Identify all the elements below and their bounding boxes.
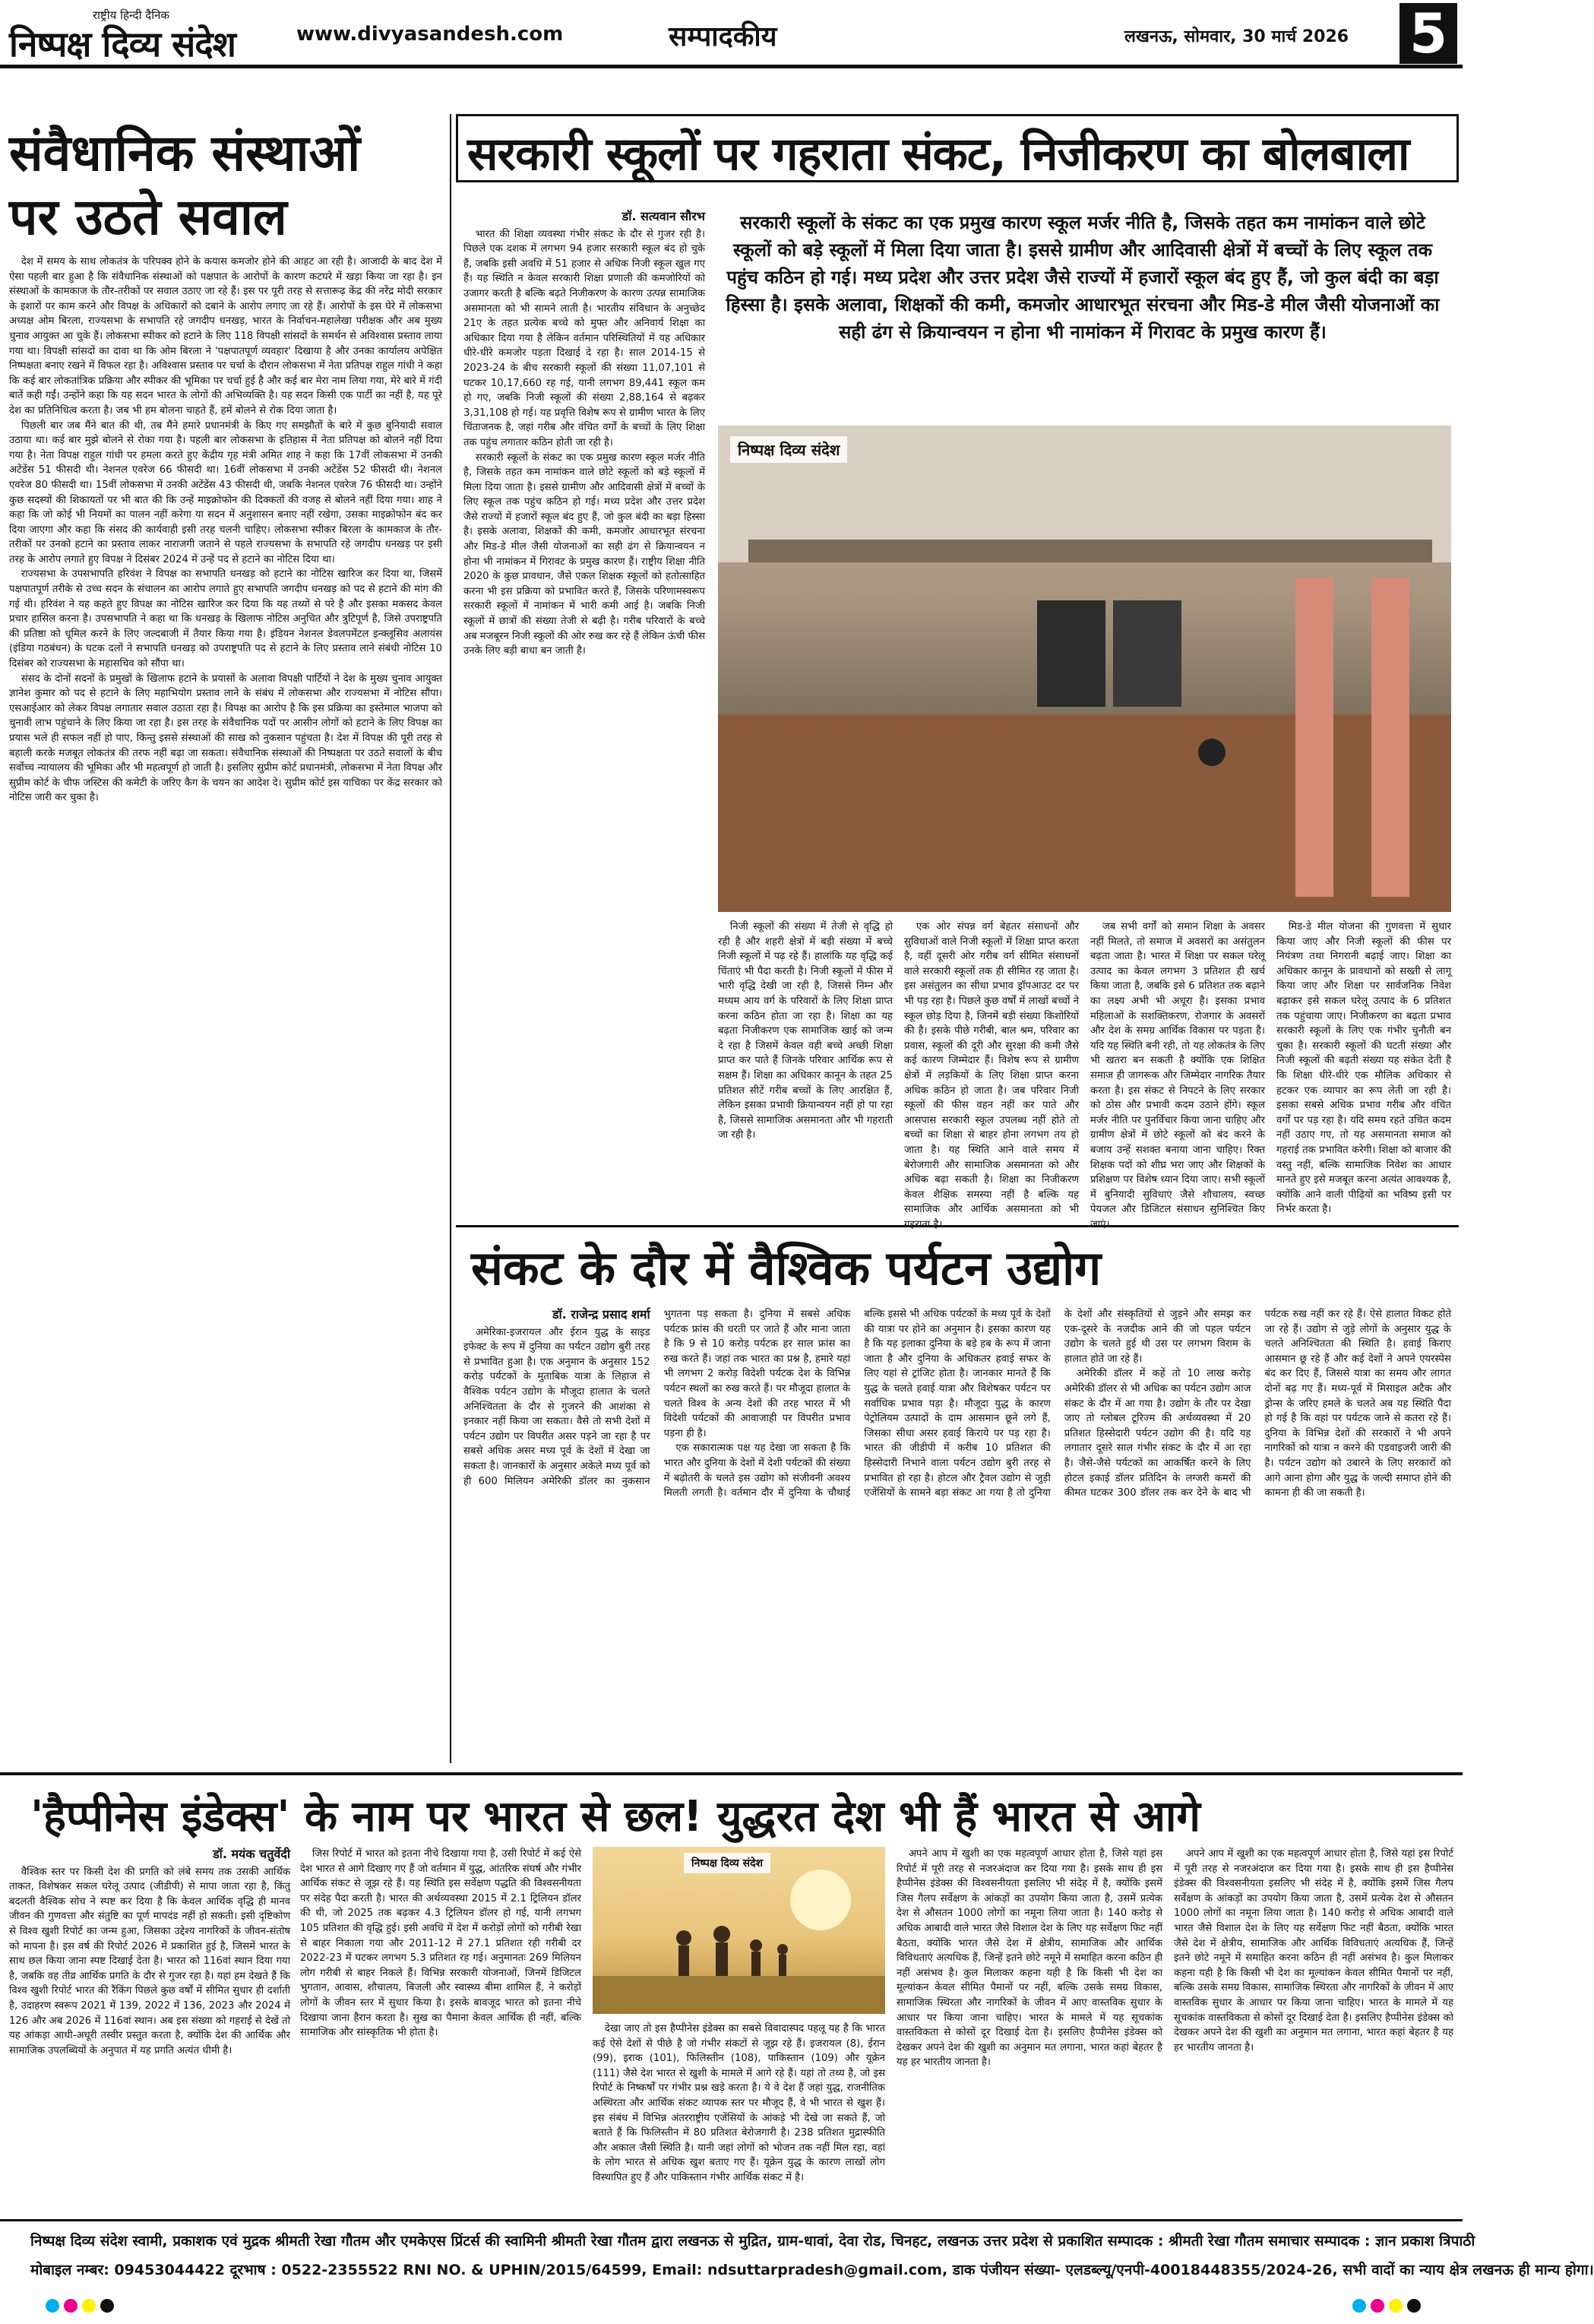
paragraph: राज्यसभा के उपसभापति हरिवंश ने विपक्ष का सभापति धनखड़ को हटाने का नोटिस खारिज कर दिया था, जिसमें पक्षपातपूर्ण तरीके से उच्च सदन के संचालन का आरोप लगाते हुए सभापति जगदीप धनखड़ को पद से हटाने की मांग की गई थी। हरिवंश ने यह कहते हुए विपक्ष का नोटिस खारिज कर दिया कि यह तथ्यों से परे है और इसका मकसद केवल प्रचार हासिल करना है। उपसभापति ने कहा था कि धनखड़ के खिलाफ नोटिस अनुचित और त्रुटिपूर्ण है, जिसे उपराष्ट्रपति की प्रतिष्ठा को धूमिल करने के लिए जल्दबाजी में तैयार किया गया है। इंडियन नेशनल डेवलपमेंटल इन्क्लूसिव अलायंस (इंडिया गठबंधन) के घटक दलों ने सभापति धनखड़ को उपराष्ट्रपति पद से हटाने के लिए प्रस्ताव लाने संबंधी नोटिस 10 दिसंबर को राज्यसभा के महासचिव को सौंपा था। [9, 568, 442, 670]
paragraph: अमेरिका-इजरायल और ईरान युद्ध के साइड इफेक्ट के रूप में दुनिया का पर्यटन उद्योग बुरी तरह से प्रभावित हुआ है। एक अनुमान के अनुसार 152 करोड़ पर्यटकों के मुताबिक यात्रा के लिहाज से वैश्विक पर्यटन उद्योग के मौजूदा हालात के चलते अनिश्चितता के दौर से गुजरने की आशंका से इनकार नहीं किया जा सकता। वैसे तो सभी देशों में पर्यटन उद्योग पर विपरीत असर पड़ने जा रहा है पर सबसे अधिक असर मध्य पूर्व के देशों में देखा जा सकता है। जानकारों के अनुसार अकेले मध्य पूर्व को ही 600 मिलियन अमेरिकी डॉलर का नुकसान भुगतना पड़ सकता है। दुनिया में सबसे अधिक पर्यटक फ्रांस की धरती पर जाते हैं और माना जाता है कि 9 से 10 करोड़ पर्यटक हर साल फ्रांस का रुख करते हैं। जहां तक भारत का प्रश्न है, हमारे यहां भी लगभग 2 करोड़ विदेशी पर्यटक देश के विभिन्न पर्यटन स्थलों का रुख करते हैं। पर मौजूदा हालात के चलते विश्व के अन्य देशों की तरह भारत में भी विदेशी पर्यटकों की आवाजाही पर विपरीत प्रभाव पड़ना ही है। [463, 1309, 851, 1487]
article1-pullquote: सरकारी स्कूलों के संकट का एक प्रमुख कारण स्कूल मर्जर नीति है, जिसके तहत कम नामांकन वाले छोटे स्कूलों को बड़े स्कूलों में मिला दिया जाता है। इससे ग्रामीण और आदिवासी क्षेत्रों में बच्चों के लिए स्कूल तक पहुंच कठिन हो गई। मध्य प्रदेश और उत्तर प्रदेश जैसे राज्यों में हजारों स्कूल बंद हुए हैं, जो कुल बंदी का बड़ा हिस्सा है। इसके अलावा, शिक्षकों की कमी, कमजोर आधारभूत संरचना और मिड-डे मील जैसी योजनाओं का सही ढंग से क्रियान्वयन न होना भी नामांकन में गिरावट के प्रमुख कारण हैं। [726, 212, 1440, 343]
school-photo [718, 426, 1451, 912]
website-link[interactable]: www.divyasandesh.com [296, 23, 564, 46]
family-photo [593, 1847, 885, 2014]
paragraph: निजी स्कूलों की संख्या में तेजी से वृद्धि हो रही है और शहरी क्षेत्रों में बड़ी संख्या में बच्चे निजी स्कूलों में पढ़ रहे हैं। हालांकि यह वृद्धि कई चिंताएं भी पैदा करती है। निजी स्कूलों में फीस में भारी वृद्धि देखी जा रही है, जिससे निम्न और मध्यम आय वर्ग के परिवारों के लिए शिक्षा प्राप्त करना कठिन होता जा रहा है। शिक्षा का यह बढ़ता निजीकरण एक सामाजिक खाई को जन्म दे रहा है जिसमें केवल वही बच्चे अच्छी शिक्षा प्राप्त कर पाते हैं जिनके परिवार आर्थिक रूप से सक्षम हैं। शिक्षा का अधिकार कानून के तहत 25 प्रतिशत सीटें गरीब बच्चों के लिए आरक्षित हैं, लेकिन इसका प्रभावी क्रियान्वयन नहीं हो पा रहा है, जिससे सामाजिक असमानता और भी गहराती जा रही है। [718, 921, 893, 1141]
article2-byline: डॉ. राजेन्द्र प्रसाद शर्मा [552, 1307, 650, 1322]
article2-body [463, 1307, 1451, 1763]
article1-title: सरकारी स्कूलों पर गहराता संकट, निजीकरण का बोलबाला [467, 128, 1409, 181]
registration-marks-right [1352, 2299, 1421, 2313]
photo-watermark-logo: निष्पक्ष दिव्य संदेश [684, 1853, 770, 1873]
dateline: लखनऊ, सोमवार, 30 मार्च 2026 [1124, 27, 1349, 46]
masthead [9, 8, 275, 65]
paragraph: अपने आप में खुशी का एक महत्वपूर्ण आधार होता है, जिसे यहां इस रिपोर्ट में पूरी तरह से नजरअंदाज कर दिया गया है। इसके साथ ही इस हैप्पीनेस इंडेक्स की विश्वसनीयता इसलिए भी संदेह में है, क्योंकि इसमें जिस गैलप सर्वेक्षण के आंकड़ों का उपयोग किया जाता है, उसमें प्रत्येक देश से औसतन 1000 लोगों का नमूना लिया जाता है। 140 करोड़ से अधिक आबादी वाले भारत जैसे विशाल देश के लिए यह सर्वेक्षण फिट नहीं बैठता, क्योंकि भारत जैसे देश में क्षेत्रीय, सामाजिक और आर्थिक विविधताएं अत्यधिक हैं, जिन्हें इतने छोटे नमूने में समाहित करना कठिन ही नहीं असंभव है। कुल मिलाकर कहना यही है कि किसी भी देश का मूल्यांकन केवल सीमित पैमानों पर नहीं, बल्कि उसके समग्र विकास, सामाजिक स्थिरता और नागरिकों के जीवन में आए वास्तविक सुधार के आधार पर किया जाना चाहिए। भारत के मामले में यह सूचकांक वास्तविकता से कोसों दूर दिखाई देता है। इसलिए हैप्पीनेस इंडेक्स को देखकर अपने देश की खुशी का अनुमान मत लगाना, भारत कहां बेहतर है यह हर भारतीय जानता है। [1174, 1848, 1453, 2053]
photo-watermark-logo: निष्पक्ष दिव्य संदेश [730, 436, 847, 463]
paragraph: संसद के दोनों सदनों के प्रमुखों के खिलाफ हटाने के प्रयासों के अलावा विपक्षी पार्टियों ने देश के मुख्य चुनाव आयुक्त ज्ञानेश कुमार को पद से हटाने के लिए महाभियोग प्रस्ताव लाने के संबंध में लोकसभा और राज्यसभा में नोटिस सौंपा। एसआईआर को लेकर विपक्ष लगातार सवाल उठाता रहा है। विपक्ष का आरोप है कि इस प्रक्रिया का इस्तेमाल भाजपा को चुनावी लाभ पहुंचाने के लिए किया जा रहा है। इस तरह के संवैधानिक पदों पर आसीन लोगों को हटाने के लिए विपक्ष का प्रयास भले ही सफल नहीं हो पाए, किन्तु इससे संस्थाओं की साख को नुकसान पहुंचता है। देश में विपक्ष की पूरी तरह से बहाली करके मजबूत लोकतंत्र की तरफ नहीं बढ़ा जा सकता। संवैधानिक संस्थाओं की निष्पक्षता पर उठते सवालों के बीच सर्वोच्च न्यायालय की भूमिका और भी महत्वपूर्ण हो जाती है। इसलिए सुप्रीम कोर्ट प्रधानमंत्री, लोकसभा में नेता विपक्ष और सुप्रीम कोर्ट के चीफ जस्टिस की कमेटी के जरिए कैग के चयन का आदेश दे। सुप्रीम कोर्ट इस याचिका पर केंद्र सरकार को नोटिस जारी कर चुका है। [9, 673, 442, 804]
imprint-line-1: निष्पक्ष दिव्य संदेश स्वामी, प्रकाशक एवं मुद्रक श्रीमती रेखा गौतम और एमकेएस प्रिंटर्स की स्वामिनी श्रीमती रेखा गौतम द्वारा लखनऊ से मुद्रित, ग्राम-धावां, देवा रोड, चिनहट, लखनऊ उत्तर प्रदेश से प्रकाशित सम्पादक : श्रीमती रेखा गौतम समाचार सम्पादक : ज्ञान प्रकाश त्रिपाठी [30, 2233, 1475, 2250]
masthead-tagline: राष्ट्रीय हिन्दी दैनिक [93, 8, 169, 22]
section-title: सम्पादकीय [669, 21, 777, 52]
article1-headline-box [456, 114, 1459, 182]
paragraph: मिड-डे मील योजना की गुणवत्ता में सुधार किया जाए और निजी स्कूलों की फीस पर नियंत्रण तथा निगरानी बढ़ाई जाए। शिक्षा का अधिकार कानून के प्रावधानों को सख्ती से लागू किया जाए और शिक्षा पर सार्वजनिक निवेश बढ़ाकर इसे सकल घरेलू उत्पाद के 6 प्रतिशत तक पहुंचाया जाए। निजीकरण का बढ़ता प्रभाव सरकारी स्कूलों के लिए एक गंभीर चुनौती बन चुका है। सरकारी स्कूलों की घटती संख्या और निजी स्कूलों की बढ़ती संख्या यह संकेत देती है कि शिक्षा धीरे-धीरे एक मौलिक अधिकार से हटकर एक व्यापार का रूप लेती जा रही है। इसका सबसे अधिक प्रभाव गरीब और वंचित वर्गों पर पड़ रहा है। यदि समय रहते उचित कदम नहीं उठाए गए, तो यह असमानता समाज को गहराई तक प्रभावित करेगी। शिक्षा को बाजार की वस्तु नहीं, बल्कि सामाजिक निवेश का आधार मानते हुए इसे मजबूत करना अत्यंत आवश्यक है, क्योंकि आने वाली पीढ़ियों का भविष्य इसी पर निर्भर करता है। [1276, 921, 1451, 1216]
school-photo-illustration [718, 426, 1451, 912]
section-rule [0, 1772, 1463, 1775]
editorial-title: संवैधानिक संस्थाओं पर उठते सवाल [9, 124, 361, 246]
article3-col5 [1174, 1847, 1453, 2212]
editorial-body [9, 255, 442, 1767]
paragraph: भारत की शिक्षा व्यवस्था गंभीर संकट के दौर से गुजर रही है। पिछले एक दशक में लगभग 94 हजार सरकारी स्कूल बंद हो चुके हैं, जबकि इसी अवधि में 51 हजार से अधिक निजी स्कूल खुल गए हैं। यह स्थिति न केवल सरकारी शिक्षा प्रणाली की कमजोरियों को उजागर करती है बल्कि बढ़ते निजीकरण के कारण उत्पन्न सामाजिक असमानता को भी सामने लाती है। भारतीय संविधान के अनुच्छेद 21ए के तहत प्रत्येक बच्चे को मुफ्त और अनिवार्य शिक्षा का अधिकार दिया गया है लेकिन वर्तमान परिस्थितियों में यह अधिकार धीरे-धीरे कमजोर पड़ता दिखाई दे रहा है। साल 2014-15 से 2023-24 के बीच सरकारी स्कूलों की संख्या 11,07,101 से घटकर 10,17,660 रह गई, यानी लगभग 89,441 स्कूल कम हो गए, जबकि निजी स्कूलों की संख्या 2,88,164 से बढ़कर 3,31,108 हो गई। यह प्रवृत्ति विशेष रूप से ग्रामीण भारत के लिए चिंताजनक है, जहां गरीब और वंचित वर्गों के बच्चों के लिए शिक्षा तक पहुंच लगातार कठिन होती जा रही है। [463, 228, 705, 448]
column-divider [450, 114, 451, 1763]
newspaper-name: निष्पक्ष दिव्य संदेश [9, 24, 236, 65]
article3-col2 [300, 1847, 581, 2212]
paragraph: देश में समय के साथ लोकतंत्र के परिपक्व होने के कयास कमजोर होने की आहट आ रही है। आजादी के बाद देश में ऐसा पहली बार हुआ है कि संवैधानिक संस्थाओं को पक्षपात के आरोपों के कारण कटघरे में खड़ा किया जा रहा है। इन संस्थाओं के कामकाज के तौर-तरीकों पर सवाल उठाए जा रहे हैं। इस पर पूरी तरह से सत्तारूढ़ केंद्र की नरेंद्र मोदी सरकार के इशारों पर काम करने और विपक्ष के अधिकारों को दबाने के आरोप लगाए जा रहे हैं। आरोपों के इस घेरे में लोकसभा अध्यक्ष ओम बिरला, राज्यसभा के सभापति रहे जगदीप धनखड़, भारत के निर्वाचन-महालेखा परीक्षक और अब मुख्य चुनाव आयुक्त आ चुके हैं। लोकसभा स्पीकर को हटाने के लिए 118 विपक्षी सांसदों के समर्थन से अविश्वास प्रस्ताव लाया गया था। विपक्षी सांसदों का दावा था कि ओम बिरला ने 'पक्षपातपूर्ण व्यवहार' दिखाया है और उनका कार्यालय अपेक्षित निष्पक्षता बनाए रखने में विफल रहा है। अविश्वास प्रस्ताव पर चर्चा के दौरान लोकसभा में नेता प्रतिपक्ष राहुल गांधी ने कहा कि कई बार लोकतांत्रिक प्रक्रिया और स्पीकर की भूमिका पर चर्चा हुई है और कई बार मेरा नाम लिया गया, मेरे बारे में गंदी बातें कही गईं। उन्होंने कहा कि यह सदन भारत के लोगों की अभिव्यक्ति है। यह सदन किसी एक पार्टी का नहीं है, यह पूरे देश का प्रतिनिधित्व करता है। जब भी हम बोलना चाहते हैं, हमें बोलने से रोक दिया जाता है। [9, 256, 442, 416]
masthead-bar [0, 0, 1463, 68]
section-rule [456, 1225, 1459, 1227]
paragraph: वैश्विक स्तर पर किसी देश की प्रगति को लंबे समय तक उसकी आर्थिक ताकत, विशेषकर सकल घरेलू उत्पाद (जीडीपी) से मापा जाता रहा है, किंतु बदलती वैश्विक सोच ने स्पष्ट कर दिया है कि केवल आर्थिक वृद्धि ही मानव जीवन की गुणवत्ता और संतुष्टि का पूर्ण मापदंड नहीं हो सकती। इसी दृष्टिकोण से विश्व खुशी रिपोर्ट का जन्म हुआ, जिसका उद्देश्य नागरिकों के जीवन-संतोष को मापना है। इस वर्ष की रिपोर्ट 2026 में प्रकाशित हुई है, जिसमें भारत के साथ छल किया जाना स्पष्ट दिखाई देता है। भारत को 116वां स्थान दिया गया है, जबकि वह तीव्र आर्थिक प्रगति के दौर से गुजर रहा है। यहां हम देखते हैं कि विश्व खुशी रिपोर्ट भारत की रैंकिंग पिछले कुछ वर्षों में सीमित सुधार ही दर्शाती है, उदाहरण स्वरूप 2021 में 139, 2022 में 136, 2023 और 2024 में 126 और अब 2026 में 116वां स्थान। अब इस संख्या को गहराई से देखें तो यह आंकड़ा आधी-अधूरी तस्वीर प्रस्तुत करता है, क्योंकि देश की आर्थिक और सामाजिक उपलब्धियों के अनुपात में यह प्रगति अत्यंत धीमी है। [9, 1866, 290, 2056]
article1-col5 [1276, 920, 1451, 1216]
article3-title: 'हैप्पीनेस इंडेक्स' के नाम पर भारत से छल! युद्धरत देश भी हैं भारत से आगे [30, 1792, 1200, 1841]
paragraph: अपने आप में खुशी का एक महत्वपूर्ण आधार होता है, जिसे यहां इस रिपोर्ट में पूरी तरह से नजरअंदाज कर दिया गया है। इसके साथ ही इस हैप्पीनेस इंडेक्स की विश्वसनीयता इसलिए भी संदेह में है, क्योंकि इसमें जिस गैलप सर्वेक्षण के आंकड़ों का उपयोग किया जाता है, उसमें प्रत्येक देश से औसतन 1000 लोगों का नमूना लिया जाता है। 140 करोड़ से अधिक आबादी वाले भारत जैसे विशाल देश के लिए यह सर्वेक्षण फिट नहीं बैठता, क्योंकि भारत जैसे देश में क्षेत्रीय, सामाजिक और आर्थिक विविधताएं अत्यधिक हैं, जिन्हें इतने छोटे नमूने में समाहित करना कठिन ही नहीं असंभव है। कुल मिलाकर कहना यही है कि किसी भी देश का मूल्यांकन केवल सीमित पैमानों पर नहीं, बल्कि उसके समग्र विकास, सामाजिक स्थिरता और नागरिकों के जीवन में आए वास्तविक सुधार के आधार पर किया जाना चाहिए। भारत के मामले में यह सूचकांक वास्तविकता से कोसों दूर दिखाई देता है। इसलिए हैप्पीनेस इंडेक्स को देखकर अपने देश की खुशी का अनुमान मत लगाना, भारत कहां बेहतर है यह हर भारतीय जानता है। [897, 1848, 1162, 2069]
article1-col3 [904, 920, 1079, 1216]
article2-title: संकट के दौर में वैश्विक पर्यटन उद्योग [471, 1240, 1102, 1296]
article3-byline: डॉ. मयंक चतुर्वेदी [213, 1847, 290, 1861]
article1-byline: डॉ. सत्यवान सौरभ [621, 209, 705, 223]
paragraph: अमेरिकी डॉलर में कहें तो 10 लाख करोड़ अमेरिकी डॉलर से भी अधिक का पर्यटन उद्योग आज संकट के दौर में आ गया है। उद्योग के तौर पर देखा जाए तो ग्लोबल टूरिज्म की अर्थव्यवस्था में 20 प्रतिशत हिस्सेदारी पर्यटन उद्योग की है। यदि यह लगातार दूसरे साल गंभीर संकट के दौर में आ रहा है। जैसे-जैसे पर्यटकों का आकर्षित करने के लिए होटल इकाई डॉलर प्रतिदिन के लग्जरी कमरों की कीमत घटकर 300 डॉलर तक कर देने के बाद भी पर्यटक रुख नहीं कर रहे हैं। ऐसे हालात विकट होते जा रहे हैं। उद्योग से जुड़े लोगों के अनुसार युद्ध के चलते अनिश्चितता की स्थिति है। हवाई किराए आसमान छू रहे हैं और कई देशों ने अपने एयरस्पेस बंद कर दिए हैं, जिससे यात्रा का समय और लागत दोनों बढ़ गए हैं। मध्य-पूर्व में मिसाइल अटैक और ड्रोन्स के जरिए हमले के चलते अब यह स्थिति पैदा हो गई है कि वहां पर पर्यटक जाने से कतरा रहे हैं। दुनिया के विभिन्न देशों की सरकारों ने भी अपने नागरिकों को यात्रा न करने की एडवाइजरी जारी की है। पर्यटन उद्योग को उबारने के लिए सरकारों को आगे आना होगा और युद्ध के जल्दी समाप्त होने की कामना ही की जा सकती है। [1064, 1309, 1451, 1499]
paragraph: पिछली बार जब मैंने बात की थी, तब मैंने हमारे प्रधानमंत्री के किए गए समझौतों के बारे में कुछ बुनियादी सवाल उठाया था। कई बार मुझे बोलने से रोका गया है। पहली बार लोकसभा के इतिहास में नेता प्रतिपक्ष को बोलने नहीं दिया गया है। नेता विपक्ष राहुल गांधी पर हमला करते हुए केंद्रीय गृह मंत्री अमित शाह ने कहा कि 17वीं लोकसभा में उनकी अटेंडेंस 51 फीसदी थी। नेशनल एवरेज 66 फीसदी था। 16वीं लोकसभा में उनकी अटेंडेंस 52 फीसदी थी। नेशनल एवरेज 80 फीसदी था। 15वीं लोकसभा में उनकी अटेंडेंस 43 फीसदी थी, जबकि नेशनल एवरेज 76 फीसदी था। उन्होंने कुछ सदस्यों की शिकायतों पर भी बात की कि उन्हें माइक्रोफोन की दिक्कतों की वजह से बोलने नहीं दिया गया। शाह ने कहा कि जो कोई भी नियमों का पालन नहीं करेगा या सदन में अनुशासन बनाए नहीं रखेगा, उसका माइक्रोफोन बंद कर दिया जाएगा और कहा कि संसद की कार्यवाही इसी तरह चलनी चाहिए। लोकसभा स्पीकर बिरला के कामकाज के तौर-तरीकों पर उनको हटाने का प्रस्ताव लाकर नाराजगी जताने से पहले राज्यसभा के सभापति रहे जगदीप धनखड़ पर इसी तरह के आरोप लगाते हुए विपक्ष ने दिसंबर 2024 में उन्हें पद से हटाने का नोटिस दिया था। [9, 420, 442, 565]
paragraph: एक सकारात्मक पक्ष यह देखा जा सकता है कि भारत और दुनिया के देशों में देशी पर्यटकों की संख्या में बढ़ोतरी के चलते इस उद्योग को संजीवनी अवश्य मिलती लगती है। वर्तमान दौर में दुनिया के चौथाई बल्कि इससे भी अधिक पर्यटकों के मध्य पूर्व के देशों की यात्रा पर होने का अनुमान है। इसका कारण यह है कि यह इलाका दुनिया के बड़े हब के रूप में जाना जाता है और दुनिया के अधिकतर हवाई सफर के लिए यहां से ट्रांजिट होता है। जानकार मानते हैं कि युद्ध के चलते हवाई यात्रा और विशेषकर पर्यटन पर सर्वाधिक प्रभाव पड़ा है। मौजूदा युद्ध के कारण पेट्रोलियम उत्पादों के दाम आसमान छूने लगे हैं, जिसका सीधा असर हवाई किराये पर पड़ रहा है। भारत की जीडीपी में करीब 10 प्रतिशत की हिस्सेदारी निभाने वाला पर्यटन उद्योग बुरी तरह से प्रभावित हो रहा है। होटल और ट्रैवल उद्योग से जुड़ी एजेंसियों के सामने बड़ा संकट आ गया है तो दुनिया के देशों और संस्कृतियों से जुड़ने और समझ कर एक-दूसरे के नजदीक आने की जो पहल पर्यटन उद्योग के चलते हुई थी उस पर लगभग विराम के हालात होते जा रहे हैं। [663, 1309, 1251, 1499]
article1-col1 [463, 209, 705, 1197]
article3-col4 [897, 1847, 1162, 2212]
article3-col3 [593, 2022, 885, 2212]
imprint-line-2: मोबाइल नम्बर: 09453044422 दूरभाष : 0522-2355522 RNI NO. & UPHIN/2015/64599, Email: ndsuttarpradesh@gmail.com, डाक पंजीयन संख्या- एलडब्ल्यू/एनपी-40018448355/2024-26, सभी वादों का न्याय क्षेत्र लखनऊ ही मान्य होगा। [30, 2262, 1594, 2278]
paragraph: जब सभी वर्गों को समान शिक्षा के अवसर नहीं मिलते, तो समाज में अवसरों का असंतुलन बढ़ता जाता है। भारत में शिक्षा पर सकल घरेलू उत्पाद का केवल लगभग 3 प्रतिशत ही खर्च किया जाता है, जबकि इसे 6 प्रतिशत तक बढ़ाने का लक्ष्य अभी भी अधूरा है। इसका प्रभाव महिलाओं के सशक्तिकरण, रोजगार के अवसरों और देश के समग्र आर्थिक विकास पर पड़ता है। यदि यह स्थिति बनी रही, तो यह लोकतंत्र के लिए भी खतरा बन सकती है क्योंकि एक शिक्षित समाज ही जागरूक और जिम्मेदार नागरिक तैयार करता है। इस संकट से निपटने के लिए सरकार को ठोस और प्रभावी कदम उठाने होंगे। स्कूल मर्जर नीति पर पुनर्विचार किया जाना चाहिए और ग्रामीण क्षेत्रों में छोटे स्कूलों को बंद करने के बजाय उन्हें सशक्त बनाया जाना चाहिए। रिक्त शिक्षक पदों को शीघ्र भरा जाए और शिक्षकों के प्रशिक्षण पर विशेष ध्यान दिया जाए। सभी स्कूलों में बुनियादी सुविधाएं जैसे शौचालय, स्वच्छ पेयजल और डिजिटल संसाधन सुनिश्चित किए [1090, 921, 1265, 1216]
page-number: 5 [1399, 3, 1457, 64]
registration-marks-left [46, 2299, 114, 2313]
article1-col4 [1090, 920, 1265, 1216]
paragraph: जिस रिपोर्ट में भारत को इतना नीचे दिखाया गया है, उसी रिपोर्ट में कई ऐसे देश भारत से आगे दिखाए गए हैं जो वर्तमान में युद्ध, आंतरिक संघर्ष और गंभीर आर्थिक संकट से जूझ रहे हैं। यह स्थिति इस सर्वेक्षण पद्धति की विश्वसनीयता पर संदेह पैदा करती है। भारत की अर्थव्यवस्था 2015 में 2.1 ट्रिलियन डॉलर की थी, जो 2025 तक बढ़कर 4.3 ट्रिलियन डॉलर हो गई, यानी लगभग 105 प्रतिशत की वृद्धि हुई। इसी अवधि में देश में करोड़ों लोगों को गरीबी रेखा से बाहर निकाला गया और 2011-12 में 27.1 प्रतिशत रही गरीबी दर 2022-23 में घटकर लगभग 5.3 प्रतिशत रह गई। अनुमानतः 269 मिलियन लोग गरीबी से बाहर निकले हैं। विभिन्न सरकारी योजनाओं, जिनमें डिजिटल भुगतान, आवास, शौचालय, बिजली और स्वास्थ्य बीमा शामिल हैं, ने करोड़ों लोगों के जीवन स्तर में सुधार किया है। इसके बावजूद भारत को इतना नीचे दिखाया जाना हैरान करता है। सुख का पैमाना केवल आर्थिक ही नहीं, बल्कि सामाजिक और सांस्कृतिक भी होता है। [300, 1848, 581, 2039]
paragraph: देखा जाए तो इस हैप्पीनेस इंडेक्स का सबसे विवादास्पद पहलू यह है कि भारत कई ऐसे देशों से पीछे है जो गंभीर संकटों से जूझ रहे हैं। इजरायल (8), ईरान (99), इराक (101), फिलिस्तीन (108), पाकिस्तान (109) और यूक्रेन (111) जैसे देश भारत से खुशी के मामले में आगे रहे हैं। यहां तो तथ्य है, जो इस रिपोर्ट के निष्कर्षों पर गंभीर प्रश्न खड़े करता है। ये वे देश हैं जहां युद्ध, राजनीतिक अस्थिरता और आर्थिक संकट व्यापक स्तर पर मौजूद हैं, वे भी भारत से खुश हैं। इस संबंध में विभिन्न अंतरराष्ट्रीय एजेंसियों के आंकड़े भी देखे जा सकते हैं, जो बताते हैं कि फिलिस्तीन में 80 प्रतिशत बेरोजगारी है। 238 प्रतिशत मुद्रास्फीति और अकाल जैसी स्थिति है। यानी जहां लोगों को भोजन तक नहीं मिल रहा, वहां के लोग भारत से अधिक खुश बताए गए हैं। यूक्रेन युद्ध के कारण लाखों लोग विस्थापित हुए हैं और पाकिस्तान गंभीर आर्थिक संकट में है। [593, 2023, 885, 2183]
article3-col1 [9, 1847, 290, 2212]
paragraph: एक ओर संपन्न वर्ग बेहतर संसाधनों और सुविधाओं वाले निजी स्कूलों में शिक्षा प्राप्त करता है, वहीं दूसरी ओर गरीब वर्ग सीमित संसाधनों वाले सरकारी स्कूलों तक ही सीमित रह जाता है। इस असंतुलन का सीधा प्रभाव ड्रॉपआउट दर पर भी पड़ रहा है। पिछले कुछ वर्षों में लाखों बच्चों ने स्कूल छोड़ दिया है, जिनमें बड़ी संख्या किशोरियों की है। इसके पीछे गरीबी, बाल श्रम, परिवार का प्रवास, स्कूलों की दूरी और सुरक्षा की कमी जैसे कई कारण जिम्मेदार हैं। विशेष रूप से ग्रामीण क्षेत्रों में लड़कियों के लिए शिक्षा प्राप्त करना अधिक कठिन हो जाता है। जब परिवार निजी स्कूलों की फीस वहन नहीं कर पाते और आसपास सरकारी स्कूल उपलब्ध नहीं होते तो बच्चों का शिक्षा से बाहर होना लगभग तय हो जाता है। यह स्थिति आने वाले समय में बेरोजगारी और सामाजिक असमानता को और अधिक बढ़ा सकती है। शिक्षा का निजीकरण केवल शैक्षिक समस्या नहीं है बल्कि यह सामाजिक और आर्थिक असमानता को भी [904, 921, 1079, 1216]
imprint-footer [0, 2219, 1594, 2288]
paragraph: सरकारी स्कूलों के संकट का एक प्रमुख कारण स्कूल मर्जर नीति है, जिसके तहत कम नामांकन वाले छोटे स्कूलों को बड़े स्कूलों में मिला दिया जाता है। इससे ग्रामीण और आदिवासी क्षेत्रों में बच्चों के लिए स्कूल तक पहुंच कठिन हो गई। मध्य प्रदेश और उत्तर प्रदेश जैसे राज्यों में हजारों स्कूल बंद हुए हैं, जो कुल बंदी का बड़ा हिस्सा है। इसके अलावा, शिक्षकों की कमी, कमजोर आधारभूत संरचना और मिड-डे मील जैसी योजनाओं का सही ढंग से क्रियान्वयन न होना भी नामांकन में गिरावट के प्रमुख कारण हैं। राष्ट्रीय शिक्षा नीति 2020 के कुछ प्रावधान, जैसे एकल शिक्षक स्कूलों को हतोत्साहित करना भी इस प्रक्रिया को प्रभावित करते हैं, जिसके परिणामस्वरूप सरकारी स्कूलों में नामांकन में भारी कमी आई है। जबकि निजी स्कूलों में छात्रों की संख्या तेजी से बढ़ी है। गरीब परिवारों के बच्चे अब मजबूरन निजी स्कूलों की ओर रुख कर रहे हैं लेकिन ऊंची फीस उनके लिए बड़ी बाधा बन जाती है। [463, 451, 705, 657]
article1-col2 [718, 920, 893, 1216]
